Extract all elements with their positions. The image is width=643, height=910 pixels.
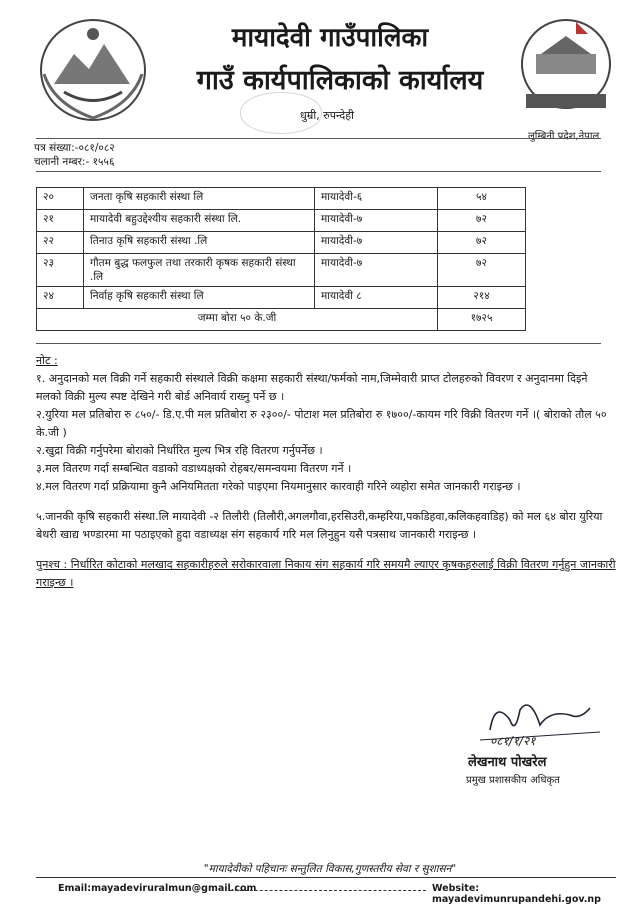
row-serial: २२ xyxy=(37,232,84,254)
row-quantity: ७२ xyxy=(438,254,526,287)
row-name: मायादेवी बहुउद्देश्यीय सहकारी संस्था लि. xyxy=(84,210,315,232)
footer-divider xyxy=(36,877,616,878)
row-serial: २४ xyxy=(37,287,84,309)
total-value: १७२५ xyxy=(438,309,526,331)
table-row xyxy=(37,188,526,210)
cooperative-table xyxy=(36,187,526,331)
row-name: निर्वाह कृषि सहकारी संस्था लि xyxy=(84,287,315,309)
note-item-6: ५.जानकी कृषि सहकारी संस्था.लि मायादेवी -२ तिलौरी (तिलौरी,अगलगौवा,हरसिउरी,कम्हरिया,पकडिहवा,कलिकहवाडिह) को मल ६४ बोरा युरिया बेथरी खाद्य भण्डारमा मा पठाइएको हुदा वडाध्यक्ष संग सहकार्य गरि मल लिनुहुन यसै पत्रसाथ जानकारी गराइन्छ । xyxy=(36,510,603,541)
row-place: मायादेवी-७ xyxy=(315,210,438,232)
note-item-1: १. अनुदानको मल विक्री गर्ने सहकारी संस्थाले विक्री कक्षमा सहकारी संस्था/फर्मको नाम,जिम्मेवारी प्राप्त टोलहरुको विवरण र अनुदानमा दिइने मलको विक्री मुल्य स्पष्ट देखिने गरी बोर्ड अनिवार्य राख्नु पर्ने छ । xyxy=(36,372,588,403)
signature-date: ०८१/१/२१ xyxy=(490,734,536,748)
row-place: मायादेवी-७ xyxy=(315,232,438,254)
office-address: धुम्री, रुपन्देही xyxy=(300,109,354,122)
row-quantity: ७२ xyxy=(438,232,526,254)
dispatch-number: चलानी नम्बर:- १५५६ xyxy=(34,156,115,168)
footer-dash-line xyxy=(230,890,426,891)
row-place: मायादेवी-७ xyxy=(315,254,438,287)
footer-motto: "मायादेवीको पहिचानः सन्तुलित विकास,गुणस्तरीय सेवा र सुशासन" xyxy=(203,863,457,875)
signatory-designation: प्रमुख प्रशासकीय अधिकृत xyxy=(466,775,560,786)
notes-title: नोट : xyxy=(36,354,58,367)
row-quantity: ७२ xyxy=(438,210,526,232)
row-name: तिनाउ कृषि सहकारी संस्था .लि xyxy=(84,232,315,254)
row-quantity: ५४ xyxy=(438,188,526,210)
table-row xyxy=(37,287,526,309)
nepal-emblem-logo xyxy=(34,14,152,126)
note-item-3: २.खुद्रा विक्री गर्नुपरेमा बोराको निर्धारित मुल्य भित्र रहि वितरण गर्नुपर्नेछ । xyxy=(36,444,323,457)
table-bottom-divider xyxy=(36,343,601,344)
reference-number: पत्र संख्या:-०८१/०८२ xyxy=(34,142,115,154)
header-divider xyxy=(36,138,601,139)
note-item-2: २.युरिया मल प्रतिबोरा रु ८५०/- डि.ए.पी मल प्रतिबोरा रु २३००/- पोटाश मल प्रतिबोरा रु १७००/-कायम गरि विक्री वितरण गर्ने ।( बोराको तौल ५० के.जी ) xyxy=(36,408,607,439)
row-name: गौतम बुद्ध फलफुल तथा तरकारी कृषक सहकारी संस्था .लि xyxy=(84,254,315,287)
row-name: जनता कृषि सहकारी संस्था लि xyxy=(84,188,315,210)
row-serial: २३ xyxy=(37,254,84,287)
municipality-logo xyxy=(516,14,616,120)
signature-block xyxy=(460,690,610,800)
office-name: गाउँ कार्यपालिकाको कार्यालय xyxy=(196,65,484,96)
notes-section xyxy=(36,352,616,592)
total-label: जम्मा बोरा ५० के.जी xyxy=(37,309,438,331)
table-total-row xyxy=(37,309,526,331)
row-serial: २० xyxy=(37,188,84,210)
note-item-4: ३.मल वितरण गर्दा सम्बन्धित वडाको वडाध्यक्षको रोहबर/समन्वयमा वितरण गर्ने । xyxy=(36,462,352,475)
municipality-name: मायादेवी गाउँपालिका xyxy=(231,23,429,53)
signatory-name: लेखनाथ पोखरेल xyxy=(468,755,547,770)
table-row xyxy=(37,210,526,232)
table-top-divider xyxy=(36,171,601,172)
province-name: लुम्बिनी प्रदेश,नेपाल xyxy=(528,131,600,142)
row-quantity: २१४ xyxy=(438,287,526,309)
footer-email: Email:mayadeviruralmun@gmail.com xyxy=(58,883,257,894)
table-row xyxy=(37,232,526,254)
row-place: मायादेवी ८ xyxy=(315,287,438,309)
row-place: मायादेवी-६ xyxy=(315,188,438,210)
table-row xyxy=(37,254,526,287)
postscript: पुनश्च : निर्धारित कोटाको मलखाद सहकारीहरुले सरोकारवाला निकाय संग सहकार्य गरि समयमै ल्याएर कृषकहरुलाई विक्री वितरण गर्नुहुन जानकारी गराइन्छ । xyxy=(36,558,616,589)
row-serial: २१ xyxy=(37,210,84,232)
note-item-5: ४.मल वितरण गर्दा प्रक्रियामा कुनै अनियमितता गरेको पाइएमा नियमानुसार कारवाही गरिने व्यहोरा समेत जानकारी गराइन्छ । xyxy=(36,480,521,493)
footer-website: Website: mayadevimunrupandehi.gov.np xyxy=(432,883,601,905)
